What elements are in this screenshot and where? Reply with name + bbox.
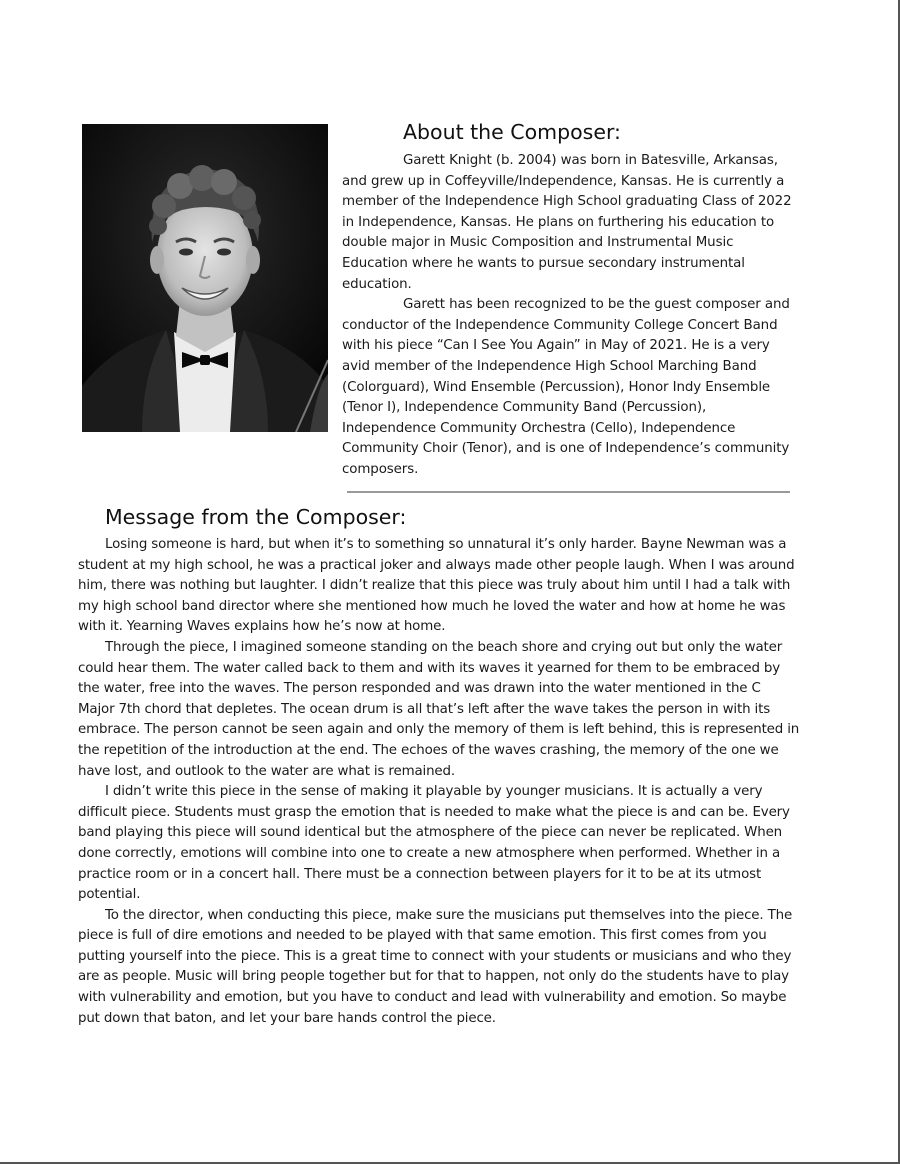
about-the-composer-section	[342, 118, 797, 481]
message-paragraph-2: Through the piece, I imagined someone standing on the beach shore and crying out but only the water could hear them. The water called back to them and with its waves it yearned for them to be embraced by the water, free into the waves. The person responded and was drawn into the water mentioned in the C Major 7th chord that depletes. The ocean drum is all that’s left after the wave takes the person in with its embrace. The person cannot be seen again and only the memory of them is left behind, this is represented in the repetition of the introduction at the end. The echoes of the waves crashing, the memory of the one we have lost, and outlook to the water are what is remained.	[78, 639, 800, 779]
about-paragraph-2: Garett has been recognized to be the guest composer and conductor of the Independence Community College Concert Band with his piece “Can I See You Again” in May of 2021. He is a very avid member of the Independence High School Marching Band (Colorguard), Wind Ensemble (Percussion), Honor Indy Ensemble (Tenor I), Independence Community Band (Percussion), Independence Community Orchestra (Cello), Independence Community Choir (Tenor), and is one of Independence’s community composers.	[342, 297, 790, 477]
message-paragraph-1: Losing someone is hard, but when it’s to something so unnatural it’s only harder. Bayne Newman was a student at my high school, he was a practical joker and always made other people laugh. When I was around him, there was nothing but laughter. I didn’t realize that this piece was truly about him until I had a talk with my high school band director where she mentioned how much he loved the water and how at home he was with it. Yearning Waves explains how he’s now at home.	[78, 537, 795, 635]
message-heading: Message from the Composer:	[105, 505, 407, 529]
section-divider	[347, 491, 790, 493]
composer-portrait-photo	[82, 124, 328, 432]
message-paragraph-4: To the director, when conducting this piece, make sure the musicians put themselves into the piece. The piece is full of dire emotions and needed to be played with that same emotion. This first comes from you putting yourself into the piece. This is a great time to connect with your students or musicians and who they are as people. Music will bring people together but for that to happen, not only do the students have to play with vulnerability and emotion, but you have to conduct and lead with vulnerability and emotion. So maybe put down that baton, and let your bare hands control the piece.	[78, 907, 793, 1026]
message-from-the-composer-section	[78, 503, 800, 1029]
about-paragraph-1: Garett Knight (b. 2004) was born in Batesville, Arkansas, and grew up in Coffeyville/Independence, Kansas. He is currently a member of the Independence High School graduating Class of 2022 in Independence, Kansas. He plans on furthering his education to double major in Music Composition and Instrumental Music Education where he wants to pursue secondary instrumental education.	[342, 153, 792, 292]
message-paragraph-3: I didn’t write this piece in the sense of making it playable by younger musicians. It is actually a very difficult piece. Students must grasp the emotion that is needed to make what the piece is and can be. Every band playing this piece will sound identical but the atmosphere of the piece can never be replicated. When done correctly, emotions will combine into one to create a new atmosphere when performed. Whether in a practice room or in a concert hall. There must be a connection between players for it to be at its utmost potential.	[78, 784, 790, 903]
about-heading: About the Composer:	[403, 120, 621, 144]
